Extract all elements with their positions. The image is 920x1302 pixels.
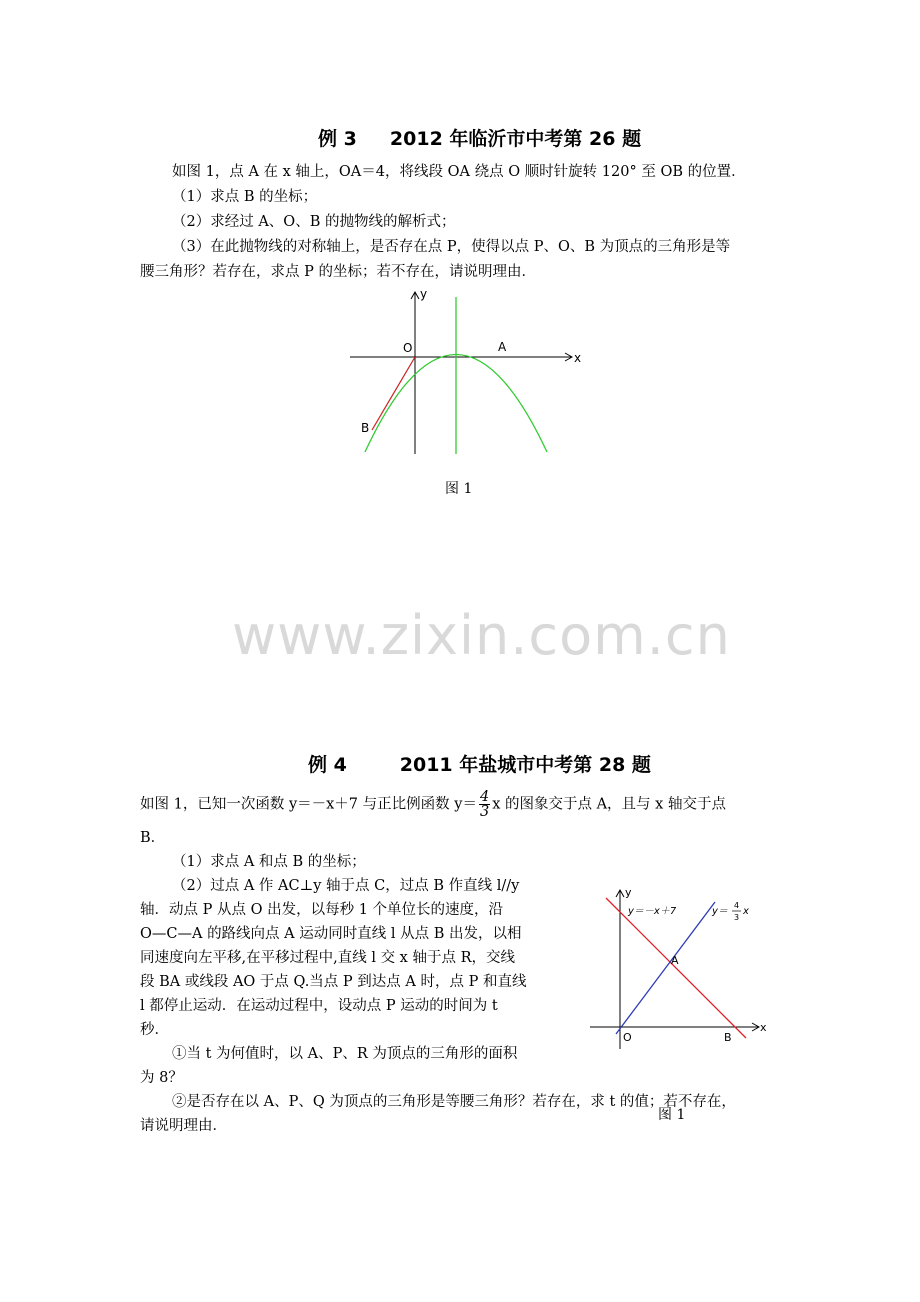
example4-subquestion-2: ②是否存在以 A、P、Q 为顶点的三角形是等腰三角形？若存在，求 t 的值；若不存在， [172, 1094, 736, 1110]
point-b-label: B [724, 1031, 732, 1044]
origin-label: O [403, 341, 413, 355]
example3-figure-caption: 图 1 [445, 481, 473, 497]
example4-subquestion-2-cont: 请说明理由． [140, 1118, 227, 1134]
line-y-four-thirds-x [616, 902, 715, 1034]
example3-question-1: （1）求点 B 的坐标； [172, 189, 318, 205]
example3-figure [350, 284, 590, 459]
point-b-label: B [361, 421, 370, 435]
example4-question-2-line-6: l 都停止运动．在运动过程中，设动点 P 运动的时间为 t [140, 998, 498, 1014]
line1-equation-label: y＝－x＋7 [628, 906, 677, 917]
line2-variable: x [743, 906, 749, 917]
origin-label: O [623, 1031, 632, 1044]
line-y-neg-x-plus-7 [606, 898, 746, 1038]
y-axis-label: y [420, 287, 428, 301]
example4-figure-caption: 图 1 [658, 1107, 686, 1123]
example4-intro [140, 790, 726, 819]
line2-fraction-numerator: 4 [734, 901, 740, 910]
example3-line-1: 如图 1，点 A 在 x 轴上，OA＝4，将线段 OA 绕点 O 顺时针旋转 120° 至 OB 的位置． [172, 164, 746, 180]
example4-title: 例 4 2011 年盐城市中考第 28 题 [308, 754, 651, 776]
x-axis-label: x [574, 351, 582, 365]
line2-fraction-denominator: 3 [734, 913, 740, 922]
line2-equation-label: y＝ [712, 906, 728, 917]
example3-question-3-cont: 腰三角形？若存在，求点 P 的坐标；若不存在，请说明理由． [140, 264, 536, 280]
example4-question-2-line-4: 同速度向左平移,在平移过程中,直线 l 交 x 轴于点 R，交线 [140, 950, 515, 966]
watermark-text: www.zixin.com.cn [232, 604, 731, 667]
example3-question-3: （3）在此抛物线的对称轴上，是否存在点 P，使得以点 P、O、B 为顶点的三角形是等 [172, 239, 731, 255]
segment-ob [372, 357, 415, 430]
example4-question-2-line-1: （2）过点 A 作 AC⊥y 轴于点 C，过点 B 作直线 l//y [172, 878, 520, 894]
example4-question-2-line-5: 段 BA 或线段 AO 于点 Q.当点 P 到达点 A 时，点 P 和直线 [140, 974, 527, 990]
y-axis-label: y [625, 886, 632, 899]
example4-intro-before: 如图 1，已知一次函数 y＝－x＋7 与正比例函数 y＝ [140, 796, 477, 813]
example4-subquestion-1: ①当 t 为何值时，以 A、P、R 为顶点的三角形的面积 [172, 1046, 518, 1062]
example4-question-2-line-7: 秒． [140, 1022, 169, 1038]
fraction-four-thirds: $\frac{4}{3}$ [479, 789, 490, 820]
point-a-label: A [671, 954, 679, 967]
example4-figure [588, 884, 773, 1052]
example4-question-2-line-2: 轴．动点 P 从点 O 出发，以每秒 1 个单位长的速度，沿 [140, 902, 504, 918]
example4-question-2-line-3: O—C—A 的路线向点 A 运动同时直线 l 从点 B 出发，以相 [140, 926, 522, 942]
point-a-label: A [498, 340, 507, 354]
example3-question-2: （2）求经过 A、O、B 的抛物线的解析式； [172, 214, 456, 230]
example4-intro-after: x 的图象交于点 A，且与 x 轴交于点 [492, 796, 726, 813]
x-axis-label: x [760, 1021, 767, 1034]
example4-intro-cont: B． [140, 830, 166, 846]
example4-subquestion-1-cont: 为 8？ [140, 1070, 183, 1086]
example3-title: 例 3 2012 年临沂市中考第 26 题 [318, 128, 642, 150]
example4-question-1: （1）求点 A 和点 B 的坐标； [172, 854, 366, 870]
